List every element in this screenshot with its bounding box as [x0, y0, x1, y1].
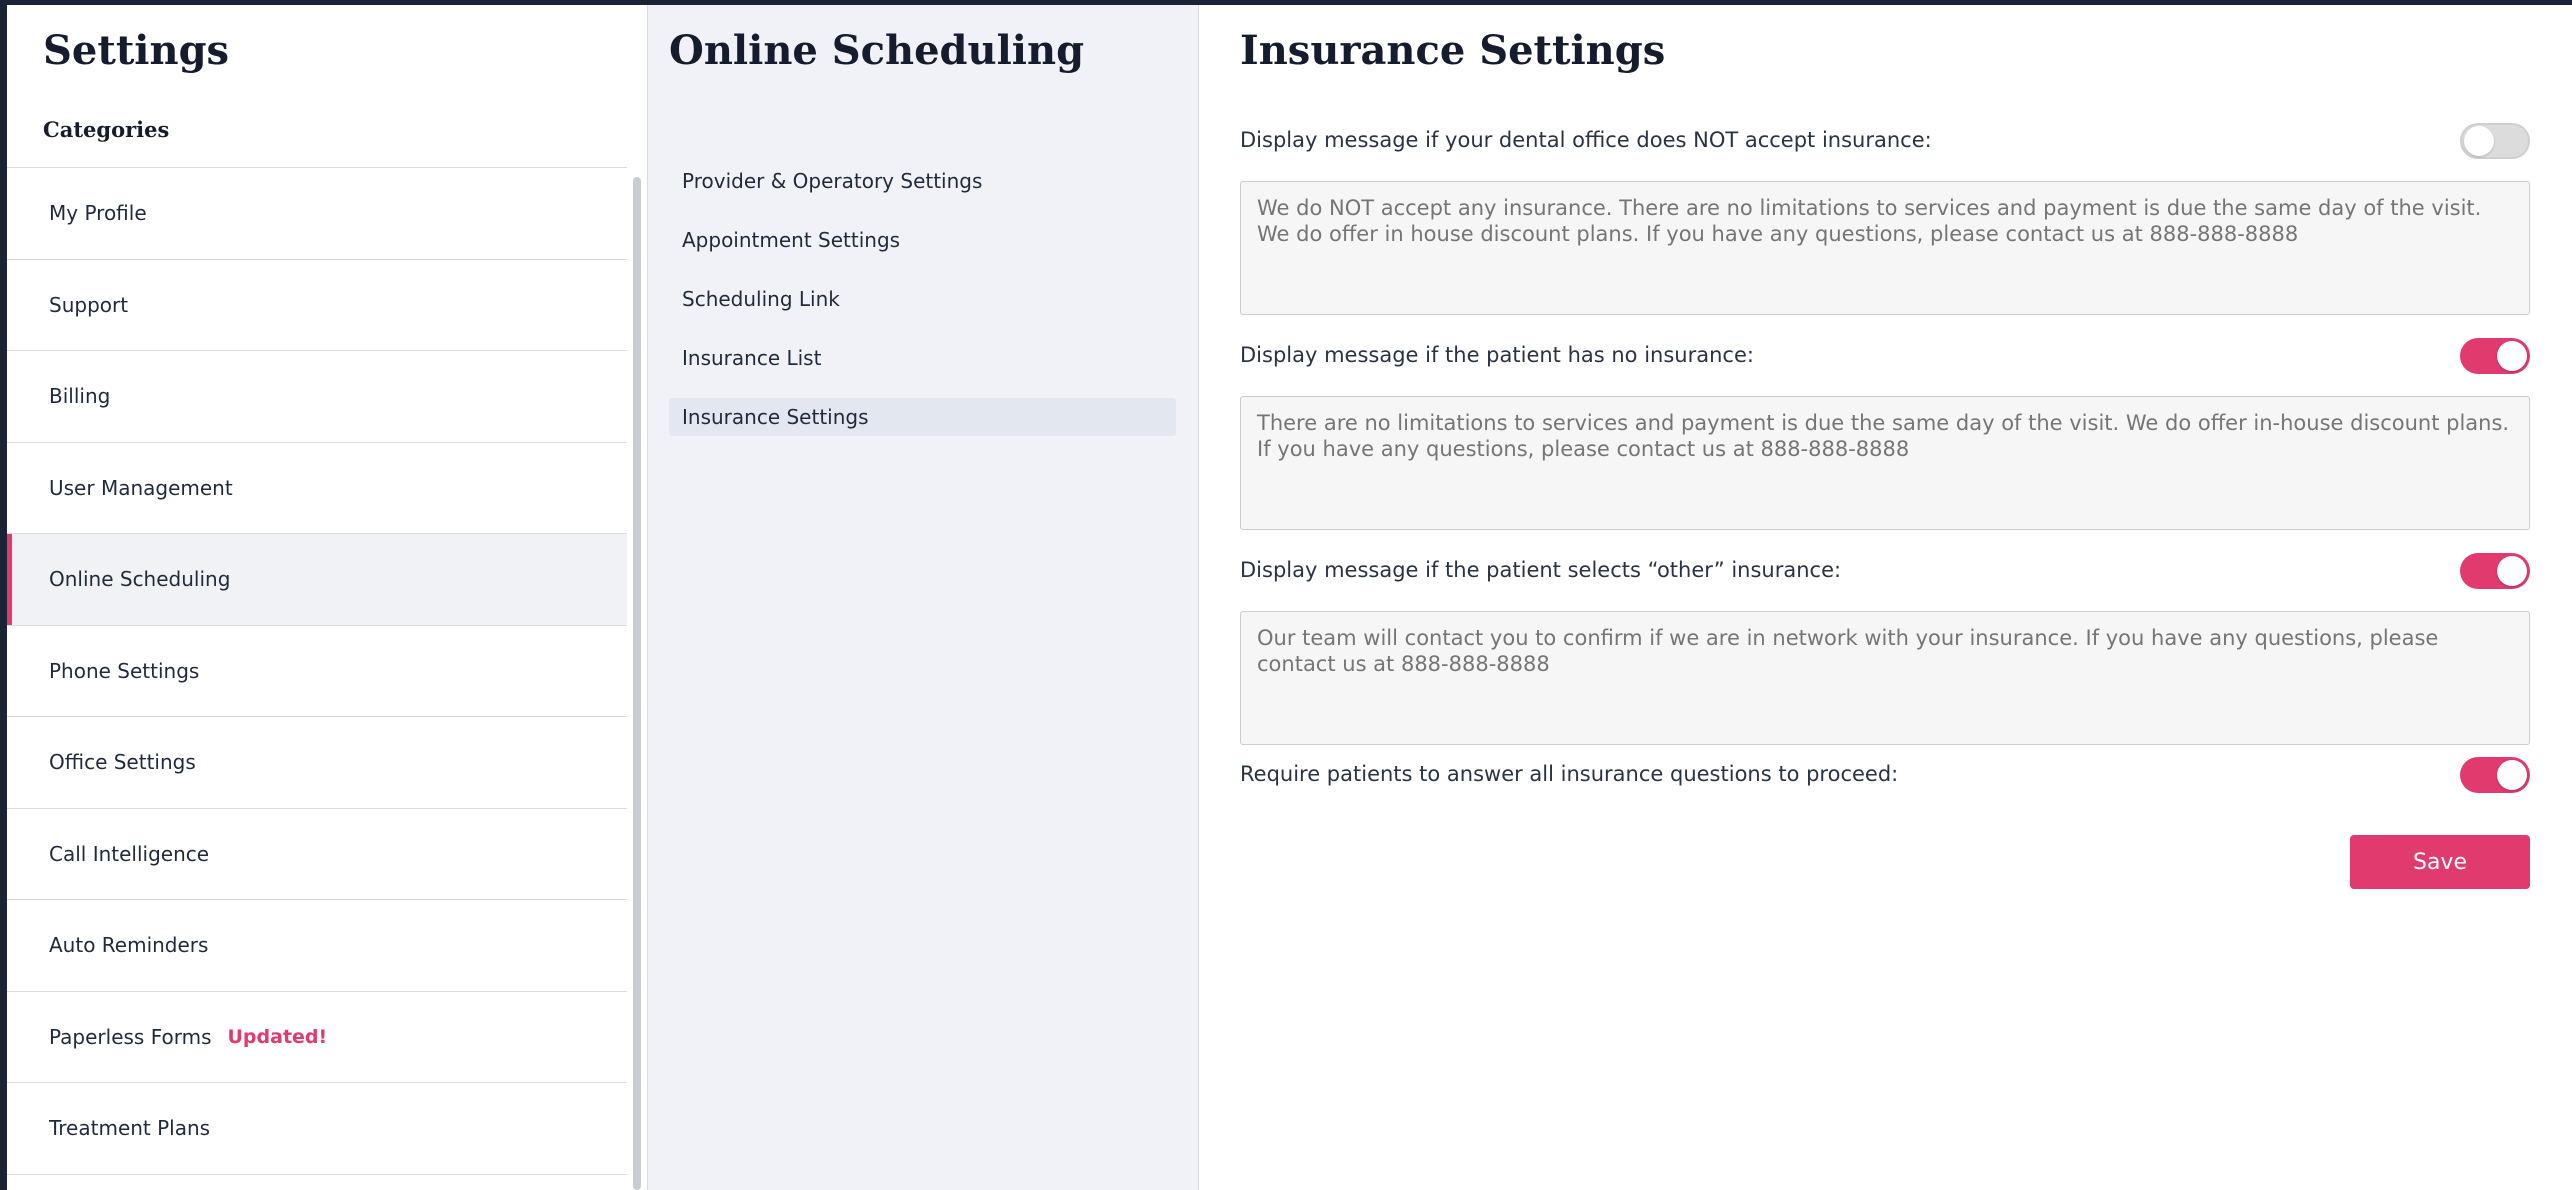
menu-appointment-settings[interactable]: Appointment Settings [682, 228, 901, 252]
page-title: Insurance Settings [1240, 27, 1666, 74]
category-list [7, 167, 627, 1190]
category-label: My Profile [49, 201, 147, 226]
insurance-settings-panel [1199, 5, 2572, 1190]
no-insurance-accepted-toggle[interactable] [2460, 123, 2530, 159]
category-label: User Management [49, 475, 233, 500]
settings-title: Settings [43, 27, 230, 74]
category-label: Treatment Plans [49, 1116, 211, 1141]
category-support[interactable] [7, 260, 627, 352]
patient-other-insurance-toggle[interactable] [2460, 553, 2530, 589]
category-label: Paperless Forms [49, 1024, 212, 1049]
no-insurance-accepted-message[interactable] [1240, 181, 2530, 315]
menu-insurance-list[interactable]: Insurance List [682, 346, 822, 370]
require-answers-label: Require patients to answer all insurance questions to proceed: [1240, 762, 1899, 786]
category-phone-settings[interactable] [7, 626, 627, 718]
menu-scheduling-link[interactable]: Scheduling Link [682, 287, 840, 311]
category-user-management[interactable] [7, 443, 627, 535]
patient-no-insurance-label: Display message if the patient has no insurance: [1240, 343, 1754, 367]
require-answers-toggle[interactable] [2460, 757, 2530, 793]
save-button[interactable]: Save [2350, 835, 2530, 889]
category-label: Auto Reminders [49, 933, 209, 958]
category-treatment-plans[interactable] [7, 1083, 627, 1175]
categories-label: Categories [43, 117, 170, 142]
online-scheduling-panel [648, 5, 1199, 1190]
toggle-knob [2497, 341, 2527, 371]
online-scheduling-title: Online Scheduling [669, 27, 1085, 74]
category-my-profile[interactable] [7, 168, 627, 260]
category-label: Support [49, 292, 129, 317]
toggle-knob [2497, 760, 2527, 790]
no-insurance-accepted-label: Display message if your dental office does NOT accept insurance: [1240, 128, 1932, 152]
patient-other-insurance-message[interactable] [1240, 611, 2530, 745]
online-scheduling-menu [669, 162, 1176, 457]
menu-provider-operatory-settings[interactable]: Provider & Operatory Settings [682, 169, 983, 193]
category-auto-reminders[interactable] [7, 900, 627, 992]
toggle-knob [2464, 126, 2494, 156]
app-edge [0, 0, 7, 1190]
category-call-intelligence[interactable] [7, 809, 627, 901]
scrollbar-thumb[interactable] [633, 177, 641, 1190]
patient-other-insurance-label: Display message if the patient selects “other” insurance: [1240, 558, 1842, 582]
category-label: Online Scheduling [49, 567, 231, 592]
settings-panel [7, 5, 648, 1190]
category-label: Office Settings [49, 750, 196, 775]
category-label: Phone Settings [49, 658, 200, 683]
category-billing[interactable] [7, 351, 627, 443]
patient-no-insurance-message[interactable] [1240, 396, 2530, 530]
category-label: Billing [49, 384, 111, 409]
category-online-scheduling[interactable] [7, 534, 627, 626]
toggle-knob [2497, 556, 2527, 586]
patient-no-insurance-toggle[interactable] [2460, 338, 2530, 374]
menu-insurance-settings[interactable]: Insurance Settings [669, 398, 1176, 436]
category-scrollbar[interactable] [631, 175, 643, 1190]
updated-badge: Updated! [227, 1025, 328, 1048]
category-office-settings[interactable] [7, 717, 627, 809]
category-paperless-forms[interactable] [7, 992, 627, 1084]
category-label: Call Intelligence [49, 841, 210, 866]
